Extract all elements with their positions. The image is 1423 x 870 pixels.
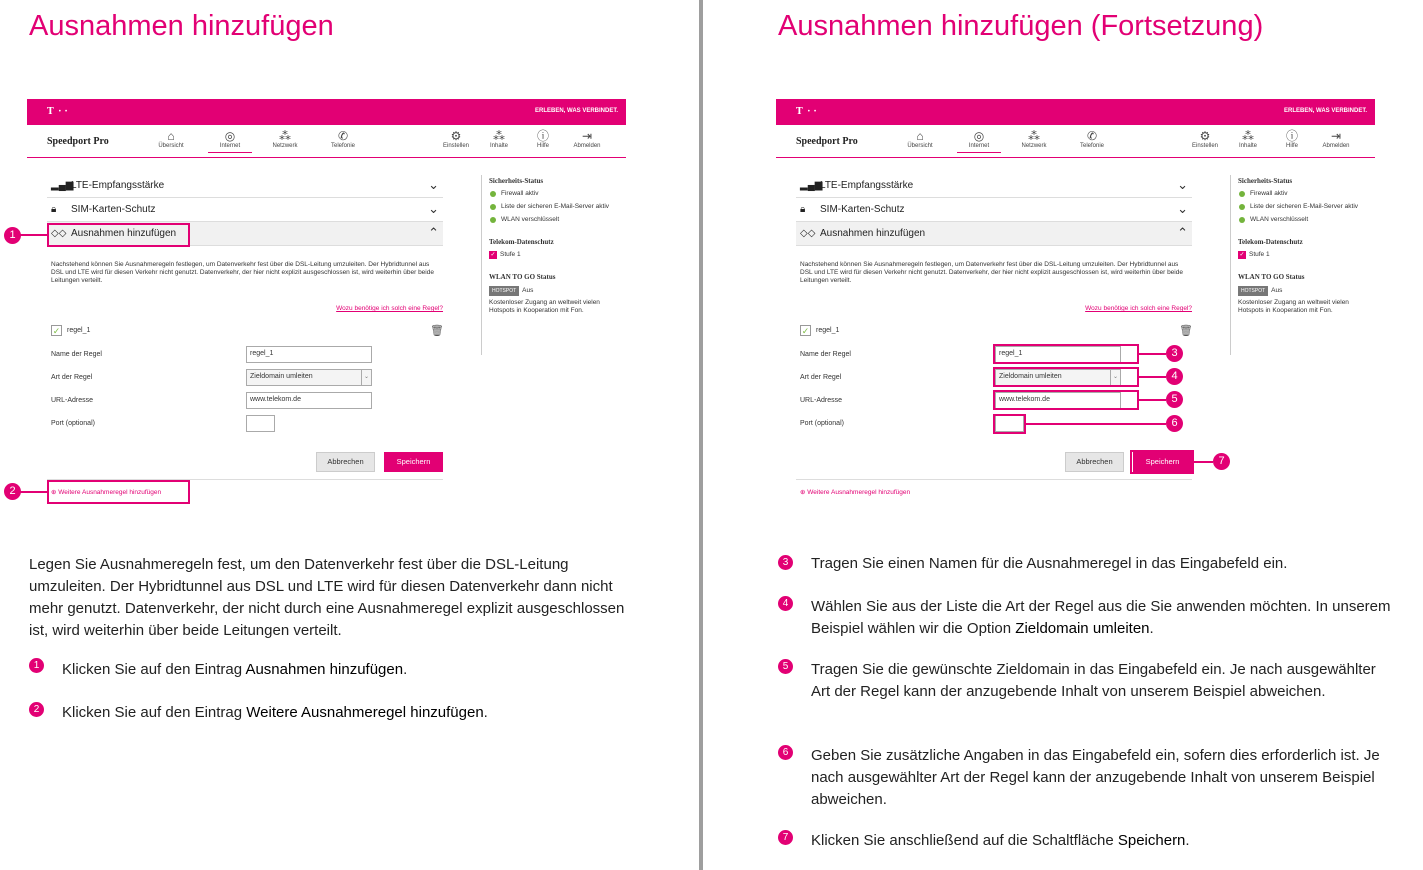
home-icon: ⌂ xyxy=(916,129,924,143)
hotspot-status: HOTSPOT Aus xyxy=(1238,286,1375,296)
save-button[interactable]: Speichern xyxy=(1133,452,1192,472)
router-navbar xyxy=(776,125,1375,158)
rule-type-select[interactable]: Zieldomain umleiten ⌄ xyxy=(995,369,1121,386)
phone-icon: ✆ xyxy=(337,129,349,143)
right-page xyxy=(704,0,1423,870)
status-ok-icon xyxy=(1239,204,1245,210)
label-port: Port (optional) xyxy=(800,420,844,427)
privacy-title: Telekom-Datenschutz xyxy=(1238,238,1303,246)
highlight-port xyxy=(993,414,1026,434)
hotspot-status: HOTSPOT Aus xyxy=(489,286,626,296)
callout-line xyxy=(1138,399,1166,401)
highlight-add-rule xyxy=(47,480,190,504)
info-icon: ⓘ xyxy=(536,129,549,143)
step-number: 7 xyxy=(778,830,793,845)
callout-line xyxy=(1138,376,1166,378)
status-item: WLAN verschlüsselt xyxy=(489,216,626,224)
description: Nachstehend können Sie Ausnahmeregeln festlegen, um Datenverkehr fest über die DSL-Leitung umzuleiten. Der Hybridtunnel aus DSL und LTE wird für diesen Verkehr nicht genutzt. Datenverkehr, der hier nicht explizit ausgeschlossen ist, wird weiterhin über beide Leitungen verteilt. xyxy=(800,261,1183,284)
gear-icon: ⚙ xyxy=(1199,129,1211,143)
accordion-sim[interactable]: 🔒︎ SIM-Karten-Schutz ⌄ xyxy=(47,198,443,222)
chevron-down-icon: ⌄ xyxy=(1177,177,1188,192)
trash-icon[interactable]: 🗑︎ xyxy=(1179,325,1193,337)
network-icon: ⁂ xyxy=(279,129,291,143)
status-item: Liste der sicheren E-Mail-Server aktiv xyxy=(1238,203,1375,211)
step-7: Klicken Sie anschließend auf die Schaltfläche Speichern. xyxy=(811,832,1190,849)
step-1: Klicken Sie auf den Eintrag Ausnahmen hinzufügen. xyxy=(62,661,408,678)
tree-icon: ⁂ xyxy=(1242,129,1254,143)
wlan-title: WLAN TO GO Status xyxy=(1238,273,1305,281)
nav-internet[interactable]: ◎ Internet xyxy=(957,129,1001,153)
chevron-down-icon: ⌄ xyxy=(1177,201,1188,216)
rule-title: regel_1 xyxy=(816,327,840,334)
highlight-url xyxy=(993,390,1139,410)
cancel-button[interactable]: Abbrechen xyxy=(1065,452,1124,472)
left-page xyxy=(0,0,699,870)
status-ok-icon xyxy=(1239,191,1245,197)
tree-icon: ⁂ xyxy=(493,129,505,143)
nav-overview[interactable]: ⌂ Übersicht xyxy=(149,129,193,149)
wlan-text: Kostenloser Zugang an weltweit vielen Hotspots in Kooperation mit Fon. xyxy=(489,299,600,314)
label-port: Port (optional) xyxy=(51,420,95,427)
rule-checkbox[interactable]: ✓ xyxy=(52,326,61,336)
help-link[interactable]: Wozu benötige ich solch eine Regel? xyxy=(336,305,443,312)
nav-content[interactable]: ⁂ Inhalte xyxy=(477,129,521,149)
step-number: 3 xyxy=(778,555,793,570)
callout-1: 1 xyxy=(4,227,21,244)
status-ok-icon xyxy=(490,217,496,223)
hotspot-badge: HOTSPOT xyxy=(1238,286,1268,296)
step-number: 1 xyxy=(29,658,44,673)
label-url: URL-Adresse xyxy=(51,397,94,404)
highlight-name xyxy=(993,344,1139,364)
router-brand: Speedport Pro xyxy=(47,136,109,147)
nav-telephony[interactable]: ✆ Telefonie xyxy=(1070,129,1114,149)
accordion-lte[interactable]: ▂▄▆ LTE-Empfangsstärke ⌄ xyxy=(47,174,443,198)
globe-icon: ◎ xyxy=(973,129,985,143)
router-screenshot xyxy=(776,99,1375,509)
accordion-exceptions[interactable]: ◇◇ Ausnahmen hinzufügen ⌃ xyxy=(796,222,1192,246)
security-status-title: Sicherheits-Status xyxy=(1238,177,1293,185)
nav-help[interactable]: ⓘ Hilfe xyxy=(1270,129,1314,149)
nav-overview[interactable]: ⌂ Übersicht xyxy=(898,129,942,149)
step-6: Geben Sie zusätzliche Angaben in das Eingabefeld ein, sofern dies erforderlich ist. Je nach ausgewählter Art der Regel kann der anzugebende Inhalt von unserem Beispiel abweichen. xyxy=(811,747,1380,808)
status-item: Firewall aktiv xyxy=(489,190,626,198)
label-rule-name: Name der Regel xyxy=(51,351,102,358)
callout-5: 5 xyxy=(1166,391,1183,408)
network-icon: ⁂ xyxy=(1028,129,1040,143)
callout-7: 7 xyxy=(1213,453,1230,470)
callout-line xyxy=(1193,461,1213,463)
telekom-logo: T · · xyxy=(796,107,817,117)
callout-6: 6 xyxy=(1166,415,1183,432)
rule-title: regel_1 xyxy=(67,327,91,334)
router-topbar xyxy=(27,99,626,125)
rule-name-input[interactable]: regel_1 xyxy=(995,346,1121,363)
router-navbar xyxy=(27,125,626,158)
save-button[interactable]: Speichern xyxy=(384,452,443,472)
label-rule-type: Art der Regel xyxy=(51,374,93,381)
slogan: ERLEBEN, WAS VERBINDET. xyxy=(1283,108,1367,114)
callout-line xyxy=(1025,423,1166,425)
rule-name-input[interactable]: regel_1 xyxy=(246,346,372,363)
step-4: Wählen Sie aus der Liste die Art der Regel aus die Sie anwenden möchten. In unserem Beispiel wählen wir die Option Zieldomain umleiten. xyxy=(811,598,1391,637)
nav-internet[interactable]: ◎ Internet xyxy=(208,129,252,153)
cancel-button[interactable]: Abbrechen xyxy=(316,452,375,472)
nav-network[interactable]: ⁂ Netzwerk xyxy=(1012,129,1056,149)
telekom-logo: T · · xyxy=(47,107,68,117)
nav-logout[interactable]: ⇥ Abmelden xyxy=(565,129,609,149)
chevron-down-icon: ⌄ xyxy=(428,177,439,192)
step-number: 2 xyxy=(29,702,44,717)
intro-text: Legen Sie Ausnahmeregeln fest, um den Datenverkehr fest über die DSL-Leitung umzuleiten. Der Hybridtunnel aus DSL und LTE wird für diesen Datenverkehr dann nicht mehr genutzt. Datenverkehr, der nicht durch eine Ausnahmeregel explizit ausgeschlossen ist, wird weiterhin über beide Leitungen verteilt. xyxy=(29,556,625,639)
step-5: Tragen Sie die gewünschte Zieldomain in das Eingabefeld ein. Je nach ausgewählter Art der Regel kann der anzugebende Inhalt von unserem Beispiel abweichen. xyxy=(811,661,1376,700)
status-ok-icon xyxy=(490,191,496,197)
nav-settings[interactable]: ⚙ Einstellen xyxy=(434,129,478,149)
chevron-down-icon: ⌄ xyxy=(1110,370,1120,385)
highlight-type xyxy=(993,367,1139,387)
status-sidebar xyxy=(1230,175,1375,355)
status-ok-icon xyxy=(1239,217,1245,223)
globe-icon: ◎ xyxy=(224,129,236,143)
callout-line xyxy=(18,491,48,493)
help-link[interactable]: Wozu benötige ich solch eine Regel? xyxy=(1085,305,1192,312)
lock-icon: 🔒︎ xyxy=(800,204,806,215)
logout-icon: ⇥ xyxy=(1330,129,1342,143)
callout-line xyxy=(18,234,48,236)
status-ok-icon xyxy=(490,204,496,210)
label-rule-type: Art der Regel xyxy=(800,374,842,381)
hotspot-badge: HOTSPOT xyxy=(489,286,519,296)
step-number: 4 xyxy=(778,596,793,611)
shield-icon: ✓ xyxy=(1239,252,1245,258)
lock-icon: 🔒︎ xyxy=(51,204,57,215)
label-rule-name: Name der Regel xyxy=(800,351,851,358)
chevron-down-icon: ⌄ xyxy=(361,370,371,385)
chevron-up-icon: ⌃ xyxy=(1177,225,1188,240)
rule-checkbox[interactable]: ✓ xyxy=(801,326,810,336)
accordion-exceptions[interactable]: ◇◇ Ausnahmen hinzufügen ⌃ xyxy=(47,222,443,246)
highlight-exceptions xyxy=(47,223,190,247)
shield-icon: ✓ xyxy=(490,252,496,258)
router-screenshot xyxy=(27,99,626,509)
callout-3: 3 xyxy=(1166,345,1183,362)
trash-icon[interactable]: 🗑︎ xyxy=(430,325,444,337)
exception-icon: ◇◇ xyxy=(800,228,816,239)
status-item: Firewall aktiv xyxy=(1238,190,1375,198)
step-2: Klicken Sie auf den Eintrag Weitere Ausnahmeregel hinzufügen. xyxy=(62,704,488,721)
url-input[interactable]: www.telekom.de xyxy=(246,392,372,409)
port-input[interactable] xyxy=(246,415,275,432)
highlight-save xyxy=(1130,450,1194,474)
wlan-title: WLAN TO GO Status xyxy=(489,273,556,281)
logout-icon: ⇥ xyxy=(581,129,593,143)
add-rule-link[interactable]: ⊕ Weitere Ausnahmeregel hinzufügen xyxy=(51,489,162,496)
chevron-down-icon: ⌄ xyxy=(428,201,439,216)
callout-4: 4 xyxy=(1166,368,1183,385)
nav-logout[interactable]: ⇥ Abmelden xyxy=(1314,129,1358,149)
phone-icon: ✆ xyxy=(1086,129,1098,143)
accordion-lte[interactable]: ▂▄▆ LTE-Empfangsstärke ⌄ xyxy=(796,174,1192,198)
privacy-level: ✓ Stufe 1 xyxy=(490,251,521,258)
exception-icon: ◇◇ xyxy=(51,228,67,239)
rule-type-select[interactable]: Zieldomain umleiten ⌄ xyxy=(246,369,372,386)
signal-icon: ▂▄▆ xyxy=(800,180,823,191)
page-title: Ausnahmen hinzufügen xyxy=(29,10,334,42)
security-status-title: Sicherheits-Status xyxy=(489,177,544,185)
status-item: WLAN verschlüsselt xyxy=(1238,216,1375,224)
divider xyxy=(796,479,1192,480)
page-title: Ausnahmen hinzufügen (Fortsetzung) xyxy=(778,10,1264,42)
step-number: 6 xyxy=(778,745,793,760)
step-number: 5 xyxy=(778,659,793,674)
privacy-level: ✓ Stufe 1 xyxy=(1239,251,1270,258)
signal-icon: ▂▄▆ xyxy=(51,180,74,191)
nav-help[interactable]: ⓘ Hilfe xyxy=(521,129,565,149)
nav-settings[interactable]: ⚙ Einstellen xyxy=(1183,129,1227,149)
nav-telephony[interactable]: ✆ Telefonie xyxy=(321,129,365,149)
router-brand: Speedport Pro xyxy=(796,136,858,147)
url-input[interactable]: www.telekom.de xyxy=(995,392,1121,409)
accordion-sim[interactable]: 🔒︎ SIM-Karten-Schutz ⌄ xyxy=(796,198,1192,222)
gear-icon: ⚙ xyxy=(450,129,462,143)
privacy-title: Telekom-Datenschutz xyxy=(489,238,554,246)
add-rule-link[interactable]: ⊕ Weitere Ausnahmeregel hinzufügen xyxy=(800,489,911,496)
callout-2: 2 xyxy=(4,483,21,500)
status-item: Liste der sicheren E-Mail-Server aktiv xyxy=(489,203,626,211)
chevron-up-icon: ⌃ xyxy=(428,225,439,240)
slogan: ERLEBEN, WAS VERBINDET. xyxy=(534,108,618,114)
label-url: URL-Adresse xyxy=(800,397,843,404)
description: Nachstehend können Sie Ausnahmeregeln festlegen, um Datenverkehr fest über die DSL-Leitung umzuleiten. Der Hybridtunnel aus DSL und LTE wird für diesen Verkehr nicht genutzt. Datenverkehr, der hier nicht explizit ausgeschlossen ist, wird weiterhin über beide Leitungen verteilt. xyxy=(51,261,434,284)
nav-content[interactable]: ⁂ Inhalte xyxy=(1226,129,1270,149)
router-topbar xyxy=(776,99,1375,125)
info-icon: ⓘ xyxy=(1285,129,1298,143)
page-divider xyxy=(699,0,703,870)
status-sidebar xyxy=(481,175,626,355)
callout-line xyxy=(1138,353,1166,355)
wlan-text: Kostenloser Zugang an weltweit vielen Hotspots in Kooperation mit Fon. xyxy=(1238,299,1349,314)
step-3: Tragen Sie einen Namen für die Ausnahmeregel in das Eingabefeld ein. xyxy=(811,555,1288,572)
nav-network[interactable]: ⁂ Netzwerk xyxy=(263,129,307,149)
home-icon: ⌂ xyxy=(167,129,175,143)
